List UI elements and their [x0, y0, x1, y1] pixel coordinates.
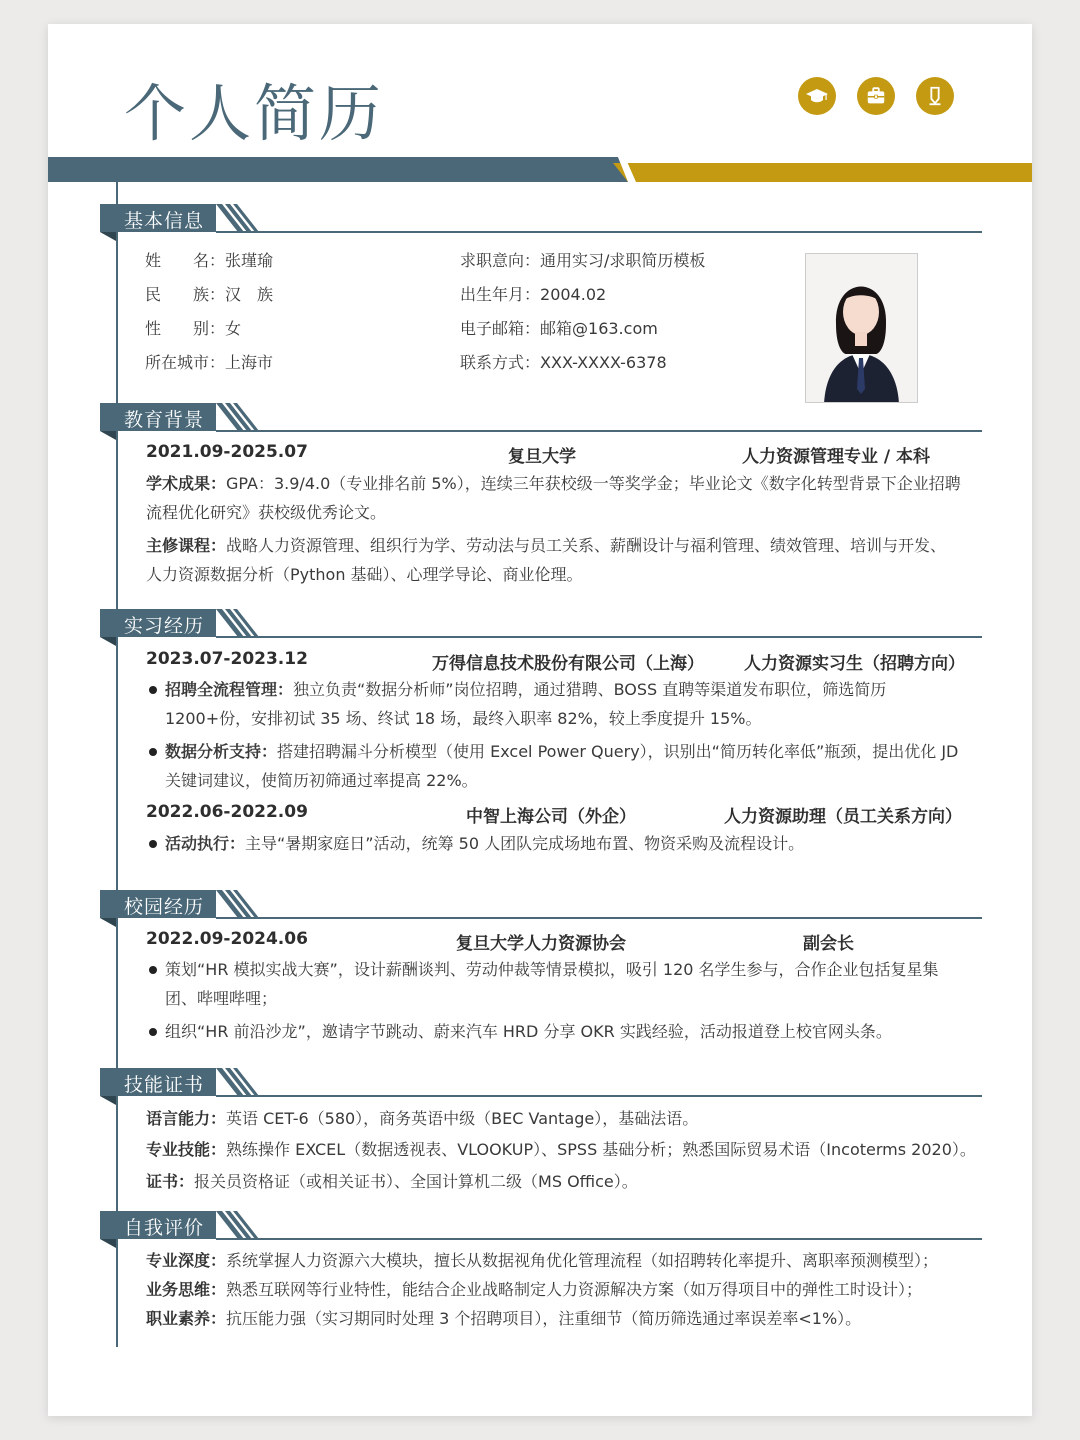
internship-period: 2023.07-2023.12	[146, 649, 308, 669]
header-banner	[48, 157, 1032, 182]
education-achievements: 学术成果：GPA：3.9/4.0（专业排名前 5%），连续三年获校级一等奖学金；毕业论文《数字化转型背景下企业招聘流程优化研究》获校级优秀论文。	[146, 474, 961, 522]
header-icons	[798, 77, 954, 115]
campus-period: 2022.09-2024.06	[146, 929, 308, 949]
self-eval-professionalism: 职业素养：抗压能力强（实习期同时处理 3 个招聘项目），注重细节（简历筛选通过率误差率<1%）。	[146, 1309, 862, 1328]
name-row: 姓 名：张瑾瑜	[145, 251, 274, 270]
bullet-dot	[149, 1028, 157, 1036]
internship-row-header	[146, 649, 965, 675]
stripes-decoration	[216, 1068, 262, 1096]
page-title: 个人简历	[124, 77, 385, 150]
stripes-decoration	[216, 609, 262, 637]
section-header-basic	[100, 204, 982, 234]
section-title: 教育背景	[124, 409, 205, 431]
skill-language: 语言能力：英语 CET-6（580），商务英语中级（BEC Vantage），基础法语。	[146, 1109, 699, 1128]
campus-role: 副会长	[803, 934, 854, 954]
internship-company: 中智上海公司（外企）	[466, 807, 636, 827]
graduation-cap-icon	[798, 77, 836, 115]
pen-icon	[916, 77, 954, 115]
self-eval-thinking: 业务思维：熟悉互联网等行业特性，能结合企业战略制定人力资源解决方案（如万得项目中的弹性工时设计）；	[146, 1280, 923, 1299]
profile-photo	[805, 253, 918, 403]
list-item: 招聘全流程管理：独立负责“数据分析师”岗位招聘，通过猎聘、BOSS 直聘等渠道发布职位，筛选简历 1200+份，安排初试 35 场、终试 18 场，最终入职率 82%，较上季度提升 15%。	[146, 675, 961, 733]
internship-role: 人力资源助理（员工关系方向）	[724, 807, 962, 827]
section-header-skills	[100, 1068, 982, 1098]
skill-certificate: 证书：报关员资格证（或相关证书）、全国计算机二级（MS Office）。	[146, 1172, 638, 1191]
gender-row: 性 别：女	[145, 319, 242, 338]
stripes-decoration	[216, 204, 262, 232]
phone-row: 联系方式：XXX-XXXX-6378	[460, 353, 667, 372]
stripes-decoration	[216, 1211, 262, 1239]
birth-row: 出生年月：2004.02	[460, 285, 607, 304]
section-title: 实习经历	[124, 615, 205, 637]
section-header-self	[100, 1211, 982, 1241]
education-school: 复旦大学	[508, 447, 576, 467]
section-title: 基本信息	[124, 210, 205, 232]
internship-row-header	[146, 802, 960, 828]
bullet-dot	[149, 966, 157, 974]
education-major: 人力资源管理专业 / 本科	[742, 447, 931, 467]
timeline-line	[116, 182, 118, 1347]
briefcase-icon	[857, 77, 895, 115]
resume-page	[48, 24, 1032, 1416]
intent-row: 求职意向：通用实习/求职简历模板	[460, 251, 706, 270]
list-item: 策划“HR 模拟实战大赛”，设计薪酬谈判、劳动仲裁等情景模拟，吸引 120 名学生参与，合作企业包括复星集团、哔哩哔哩；	[146, 955, 961, 1013]
internship-company: 万得信息技术股份有限公司（上海）	[432, 654, 704, 674]
city-row: 所在城市：上海市	[145, 353, 274, 372]
section-header-education	[100, 403, 982, 433]
campus-row-header	[146, 929, 960, 955]
campus-org: 复旦大学人力资源协会	[456, 934, 626, 954]
section-title: 自我评价	[124, 1217, 205, 1239]
section-header-internship	[100, 609, 982, 639]
skill-professional: 专业技能：熟练操作 EXCEL（数据透视表、VLOOKUP）、SPSS 基础分析；熟悉国际贸易术语（Incoterms 2020）。	[146, 1140, 976, 1159]
education-courses: 主修课程：战略人力资源管理、组织行为学、劳动法与员工关系、薪酬设计与福利管理、绩效管理、培训与开发、人力资源数据分析（Python 基础）、心理学导论、商业伦理。	[146, 536, 947, 584]
internship-role: 人力资源实习生（招聘方向）	[744, 654, 965, 674]
education-period: 2021.09-2025.07	[146, 442, 308, 462]
section-title: 技能证书	[124, 1074, 205, 1096]
section-header-campus	[100, 890, 982, 920]
ethnic-row: 民 族：汉 族	[145, 285, 274, 304]
education-row-header	[146, 442, 960, 468]
list-item: 数据分析支持：搭建招聘漏斗分析模型（使用 Excel Power Query），识别出“简历转化率低”瓶颈，提出优化 JD 关键词建议，使简历初筛通过率提高 22%。	[146, 737, 961, 795]
section-title: 校园经历	[124, 896, 205, 918]
internship-period: 2022.06-2022.09	[146, 802, 308, 822]
list-item: 活动执行：主导“暑期家庭日”活动，统筹 50 人团队完成场地布置、物资采购及流程设计。	[146, 829, 961, 858]
stripes-decoration	[216, 890, 262, 918]
stripes-decoration	[216, 403, 262, 431]
self-eval-depth: 专业深度：系统掌握人力资源六大模块，擅长从数据视角优化管理流程（如招聘转化率提升、离职率预测模型）；	[146, 1251, 939, 1270]
email-row: 电子邮箱：邮箱@163.com	[460, 319, 658, 338]
list-item: 组织“HR 前沿沙龙”，邀请字节跳动、蔚来汽车 HRD 分享 OKR 实践经验，活动报道登上校官网头条。	[146, 1017, 961, 1046]
